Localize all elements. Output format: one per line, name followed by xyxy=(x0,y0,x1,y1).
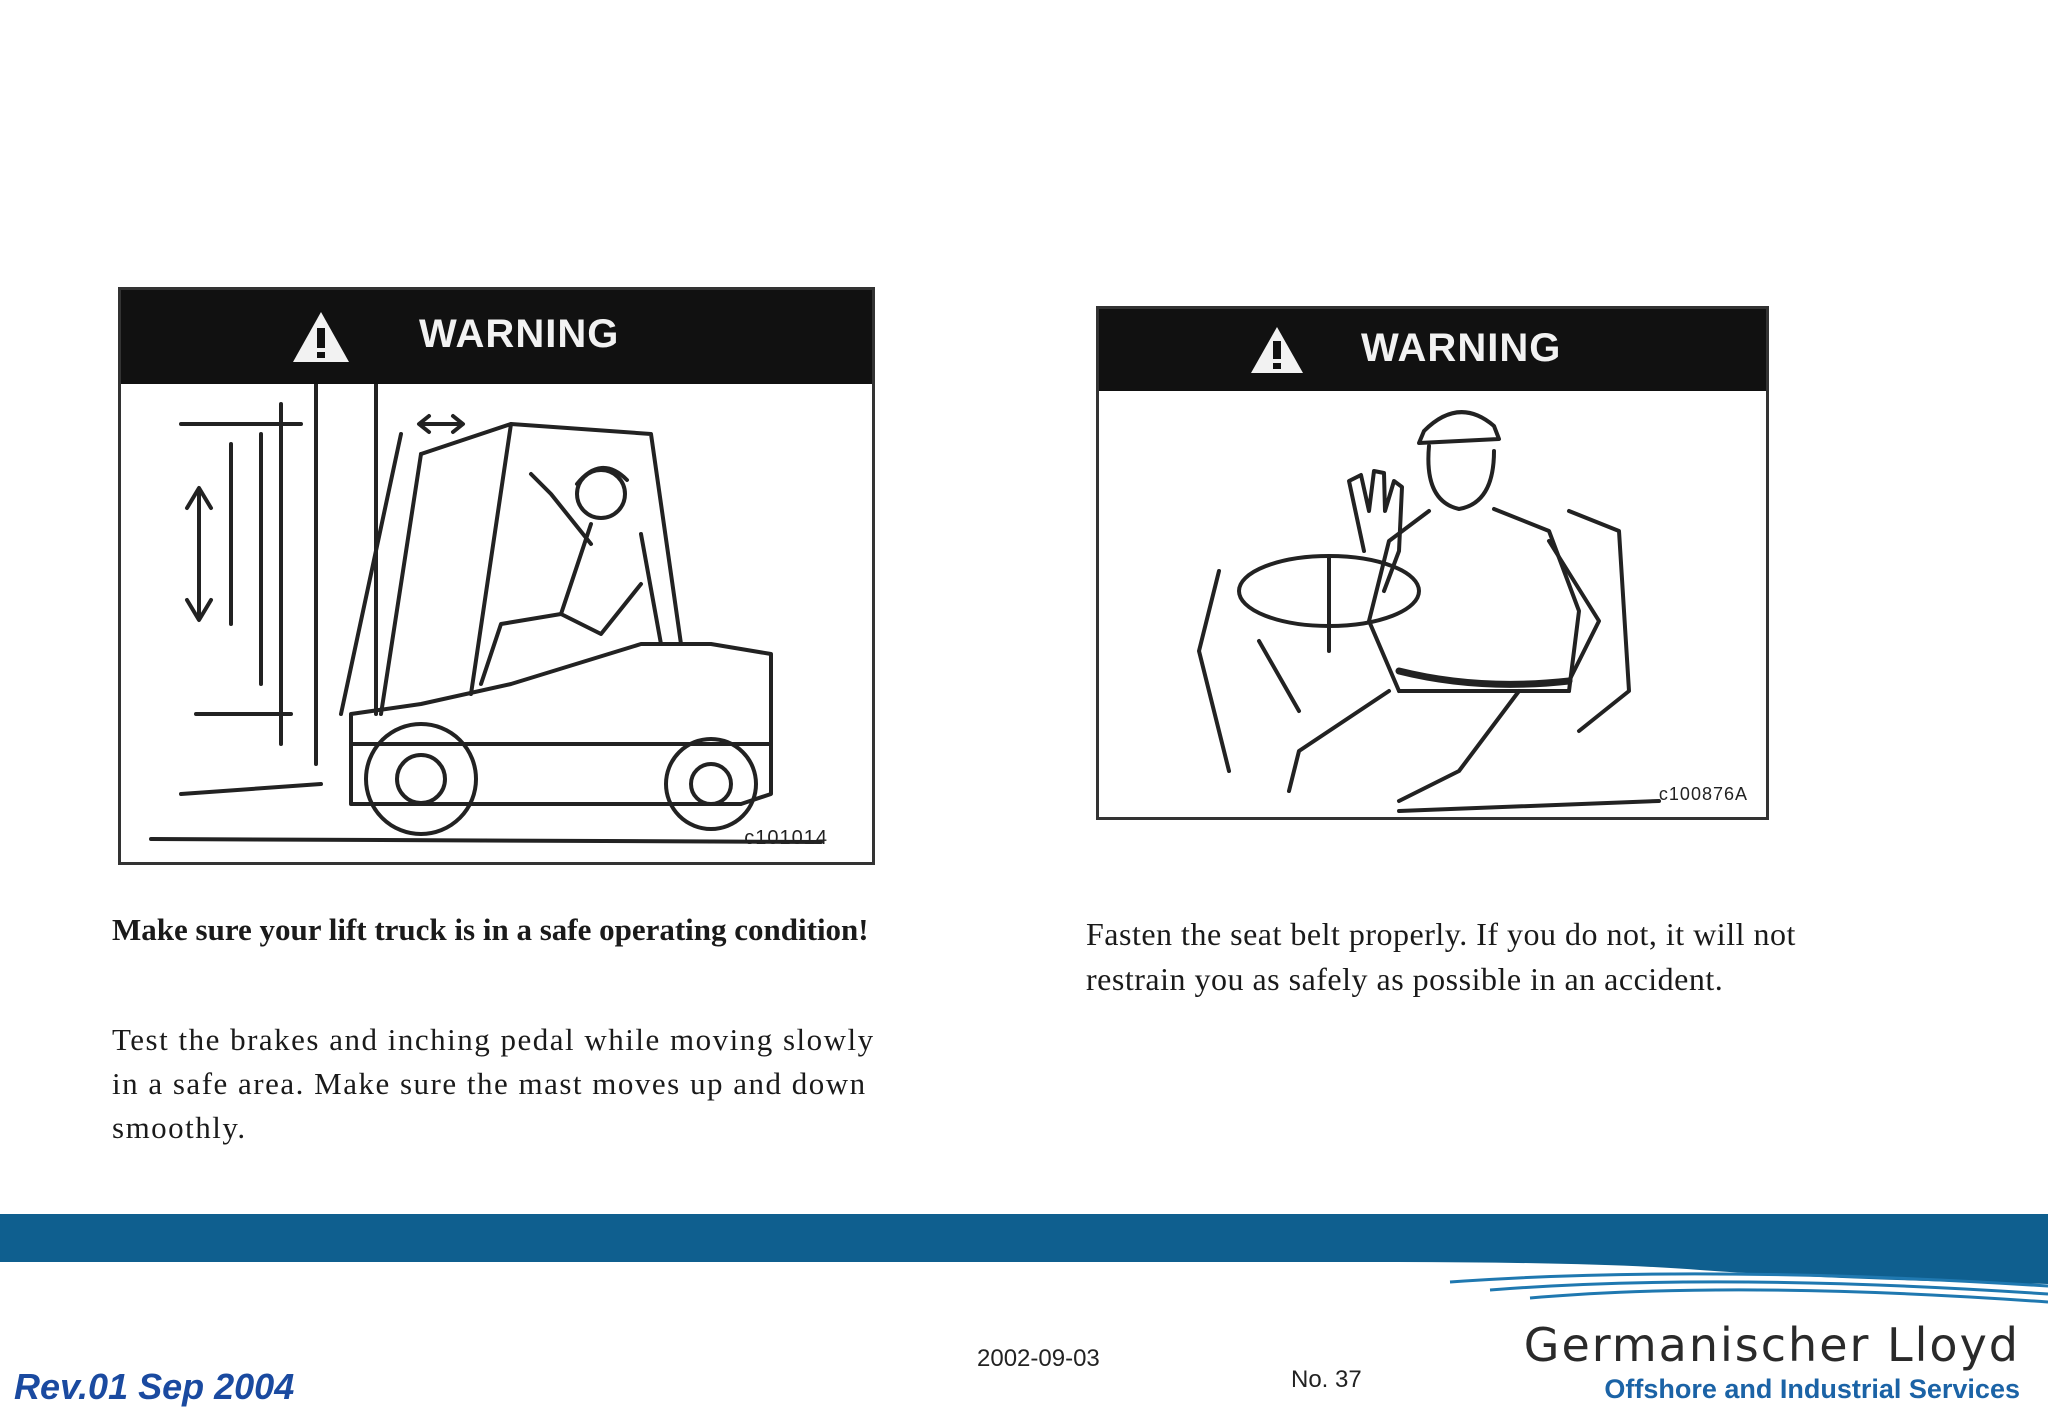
forklift-illustration xyxy=(121,384,872,862)
warning-label: WARNING xyxy=(419,312,620,356)
warning-triangle-icon xyxy=(1249,325,1305,375)
page-number: No. 37 xyxy=(1291,1366,1362,1393)
illustration-code: c101014 xyxy=(744,827,828,849)
footer-band xyxy=(0,1214,2048,1314)
warning-triangle-icon xyxy=(291,310,351,364)
illustration-code: c100876A xyxy=(1658,784,1748,804)
left-caption-body: Test the brakes and inching pedal while moving slowly in a safe area. Make sure the mast moves up and down smoothly. xyxy=(112,1022,875,1145)
warning-card-seatbelt xyxy=(1096,306,1769,820)
warning-header-bar xyxy=(121,290,872,384)
seated-operator-illustration xyxy=(1099,391,1766,817)
revision-label: Rev.01 Sep 2004 xyxy=(14,1366,295,1407)
warning-card-forklift xyxy=(118,287,875,865)
right-caption-body: Fasten the seat belt properly. If you do not, it will not restrain you as safely as possible in an accident. xyxy=(1086,916,1796,997)
date-label: 2002-09-03 xyxy=(977,1345,1100,1372)
warning-header-bar xyxy=(1099,309,1766,391)
warning-label: WARNING xyxy=(1361,326,1562,370)
brand-name: Germanischer Lloyd xyxy=(1523,1318,2020,1372)
left-caption-title: Make sure your lift truck is in a safe operating condition! xyxy=(112,912,869,947)
brand-division: Offshore and Industrial Services xyxy=(1604,1374,2020,1404)
